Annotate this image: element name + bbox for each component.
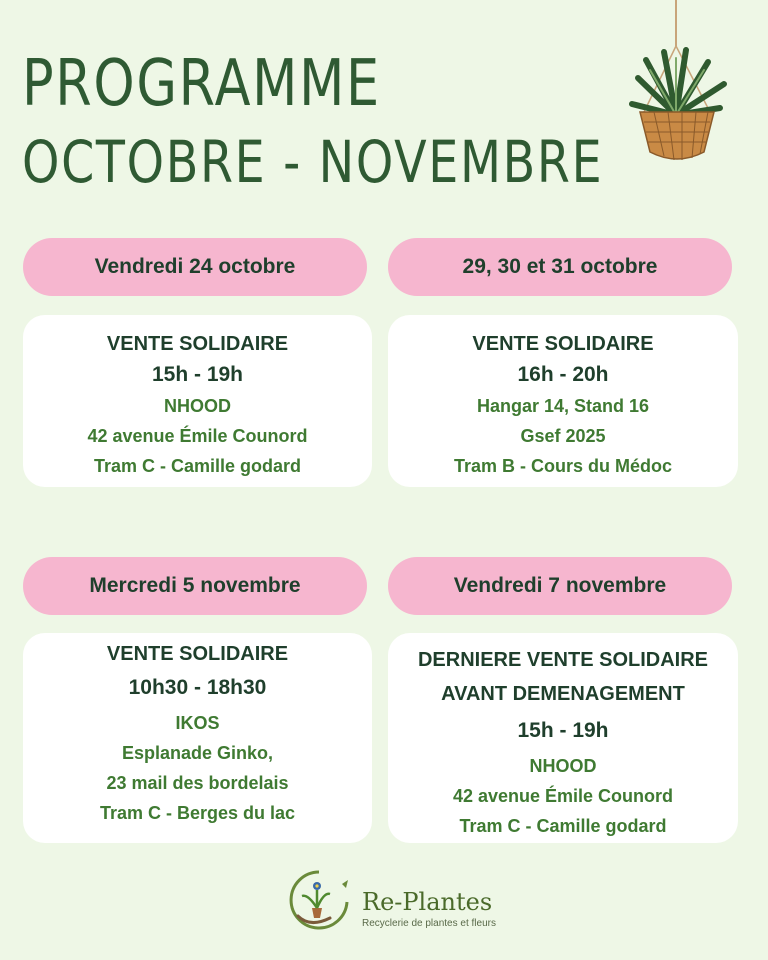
event-3-location-line: Tram C - Berges du lac [99, 803, 296, 823]
logo-name: Re-Plantes [362, 888, 493, 916]
event-4-location-line: Tram C - Camille godard [459, 816, 667, 836]
event-4-type-line: DERNIERE VENTE SOLIDAIRE [417, 649, 709, 671]
event-4-location-line: NHOOD [529, 756, 597, 776]
event-2-card [388, 315, 738, 487]
event-4-time: 15h - 19h [517, 719, 609, 742]
event-4-location [453, 751, 673, 841]
event-4-date: Vendredi 7 novembre [453, 574, 667, 597]
hanging-plant-icon [620, 0, 740, 170]
event-4-location-line: 42 avenue Émile Counord [452, 786, 674, 806]
event-3-location-line: 23 mail des bordelais [106, 773, 289, 793]
event-3-date-pill [23, 557, 367, 615]
event-1-date-pill [23, 238, 367, 296]
event-3-type: VENTE SOLIDAIRE [106, 643, 289, 665]
event-1-location-line: 42 avenue Émile Counord [87, 426, 308, 446]
event-2-type: VENTE SOLIDAIRE [472, 333, 654, 355]
event-2-location-line: Gsef 2025 [520, 426, 606, 446]
event-3-date: Mercredi 5 novembre [89, 574, 301, 597]
logo-tagline: Recyclerie de plantes et fleurs [362, 918, 496, 929]
page-title: PROGRAMME [22, 47, 381, 121]
event-1-location [87, 391, 307, 481]
event-1-date: Vendredi 24 octobre [94, 255, 296, 278]
event-1-location-line: NHOOD [164, 396, 231, 416]
event-1-time: 15h - 19h [151, 363, 244, 386]
event-4-card [388, 633, 738, 843]
plant-hand-logo-icon [284, 866, 354, 936]
event-1-card [23, 315, 372, 487]
event-4-date-pill [388, 557, 732, 615]
event-2-location-line: Tram B - Cours du Médoc [453, 456, 673, 476]
event-2-location [454, 391, 672, 481]
event-3-location [100, 708, 295, 828]
event-3-time: 10h30 - 18h30 [128, 676, 267, 699]
event-2-date: 29, 30 et 31 octobre [462, 255, 658, 278]
page-subtitle: OCTOBRE - NOVEMBRE [22, 128, 604, 196]
event-4-type [418, 643, 708, 711]
event-4-type-line: AVANT DEMENAGEMENT [441, 683, 685, 705]
event-1-location-line: Tram C - Camille godard [93, 456, 302, 476]
event-1-type: VENTE SOLIDAIRE [106, 333, 289, 355]
event-2-time: 16h - 20h [517, 363, 609, 386]
event-2-date-pill [388, 238, 732, 296]
event-3-card [23, 633, 372, 843]
event-3-location-line: Esplanade Ginko, [121, 743, 274, 763]
event-2-location-line: Hangar 14, Stand 16 [476, 396, 650, 416]
event-3-location-line: IKOS [175, 713, 220, 733]
